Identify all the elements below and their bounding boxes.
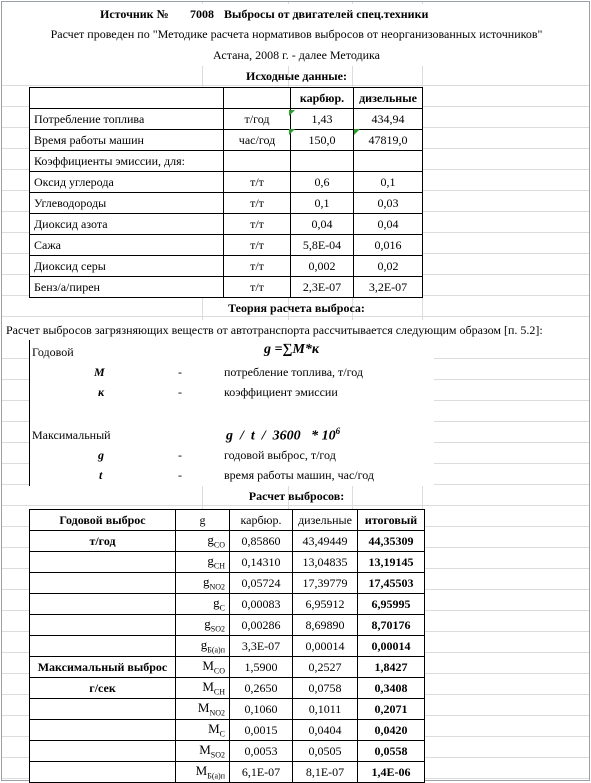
calc-cell-carb: 0,2650 — [230, 678, 293, 699]
calc-cell-diesel: 0,0404 — [293, 720, 358, 741]
max-formula — [226, 426, 340, 445]
input-row — [30, 193, 423, 214]
calc-table — [29, 509, 425, 783]
calc-row — [30, 741, 425, 762]
calc-row — [30, 678, 425, 699]
symbol-letter: g — [202, 574, 210, 590]
calc-cell-total: 6,95995 — [358, 594, 425, 615]
comment-marker — [289, 110, 295, 116]
input-row-unit: т/т — [224, 235, 291, 256]
dash-t: - — [178, 468, 182, 482]
symbol-letter: g — [207, 532, 214, 548]
sym-k: к — [98, 385, 105, 399]
theory-intro: Расчет выбросов загрязняющих веществ от автотранспорта рассчитывается следующим образом [п. 5.2]: — [6, 323, 543, 337]
calc-cell-diesel: 8,69890 — [293, 615, 358, 636]
comment-marker — [354, 129, 360, 135]
input-heading: Исходные данные: — [246, 69, 347, 83]
spreadsheet — [1, 1, 590, 781]
calc-cell-diesel: 6,95912 — [293, 594, 358, 615]
calc-cell-carb: 0,0053 — [230, 741, 293, 762]
calc-row-symbol — [176, 552, 230, 573]
input-row-name: Время работы машин — [30, 130, 224, 151]
input-row — [30, 256, 423, 277]
input-row — [30, 151, 423, 172]
calc-row-symbol — [176, 657, 230, 678]
dash-k: - — [178, 385, 182, 399]
input-table — [29, 87, 423, 298]
calc-row — [30, 552, 425, 573]
document-title: Выбросы от двигателей спец.техники — [224, 7, 429, 21]
input-row-unit: час/год — [224, 130, 291, 151]
input-row-diesel: 0,016 — [354, 235, 423, 256]
symbol-letter: M — [208, 721, 220, 737]
annual-label: Годовой — [32, 345, 74, 359]
input-row-diesel — [354, 151, 423, 172]
calc-row-label — [30, 699, 176, 720]
calc-cell-total: 0,00014 — [358, 636, 425, 657]
input-row-carb: 150,0 — [291, 130, 354, 151]
input-row-unit: т/год — [224, 109, 291, 130]
calc-row-symbol — [176, 594, 230, 615]
desc-t: время работы машин, час/год — [224, 468, 375, 482]
input-row-unit: т/т — [224, 277, 291, 298]
input-row-diesel: 0,03 — [354, 193, 423, 214]
calc-row-label: Максимальный выброс — [30, 657, 176, 678]
calc-row-label — [30, 741, 176, 762]
symbol-subscript: CH — [213, 687, 225, 697]
symbol-subscript: Б(а)п — [207, 645, 225, 655]
calc-cell-carb: 6,1E-07 — [230, 762, 293, 783]
city-line: Астана, 2008 г. - далее Методика — [213, 48, 380, 62]
input-row-unit — [224, 151, 291, 172]
calc-row — [30, 636, 425, 657]
sym-t: t — [99, 468, 103, 482]
symbol-letter: M — [197, 700, 210, 716]
calc-cell-carb: 0,0015 — [230, 720, 293, 741]
col-carb: карбюр. — [291, 88, 354, 109]
calc-cell-total: 0,3408 — [358, 678, 425, 699]
calc-row — [30, 573, 425, 594]
input-row-carb: 1,43 — [291, 109, 354, 130]
calc-row-symbol — [176, 678, 230, 699]
input-row-diesel: 0,1 — [354, 172, 423, 193]
calc-cell-carb: 0,85860 — [230, 531, 293, 552]
calc-row — [30, 720, 425, 741]
source-label: Источник № — [100, 7, 169, 21]
input-row-carb: 0,002 — [291, 256, 354, 277]
sym-M: M — [94, 365, 105, 379]
symbol-subscript: SO2 — [210, 750, 225, 760]
calc-row — [30, 657, 425, 678]
input-row-diesel: 47819,0 — [354, 130, 423, 151]
symbol-letter: M — [202, 658, 214, 674]
dash-M: - — [178, 365, 182, 379]
input-row — [30, 214, 423, 235]
calc-row-symbol — [176, 699, 230, 720]
input-row-carb: 0,04 — [291, 214, 354, 235]
calc-cell-total: 17,45503 — [358, 573, 425, 594]
calc-hdr-5: итоговый — [358, 510, 425, 531]
calc-cell-diesel: 0,00014 — [293, 636, 358, 657]
calc-row-label — [30, 594, 176, 615]
symbol-letter: g — [204, 616, 211, 632]
calc-hdr-3: карбюр. — [230, 510, 293, 531]
calc-row-symbol — [176, 531, 230, 552]
max-formula-exp: 6 — [335, 426, 341, 436]
calc-row-symbol — [176, 741, 230, 762]
input-row-name: Оксид углерода — [30, 172, 224, 193]
calc-row-label — [30, 720, 176, 741]
max-label: Максимальный — [32, 428, 111, 442]
calc-row-symbol — [176, 720, 230, 741]
calc-heading: Расчет выбросов: — [248, 489, 345, 503]
calc-cell-carb: 0,00083 — [230, 594, 293, 615]
calc-cell-carb: 0,00286 — [230, 615, 293, 636]
symbol-letter: g — [213, 595, 220, 611]
symbol-subscript: NO2 — [209, 708, 225, 718]
calc-cell-diesel: 0,2527 — [293, 657, 358, 678]
calc-row-symbol — [176, 636, 230, 657]
input-row-unit: т/т — [224, 193, 291, 214]
symbol-subscript: Б(а)п — [207, 771, 225, 781]
col-diesel: дизельные — [354, 88, 423, 109]
desc-g: годовой выброс, т/год — [224, 448, 336, 462]
symbol-subscript: CO — [213, 666, 225, 676]
calc-cell-carb: 0,05724 — [230, 573, 293, 594]
input-row-diesel: 3,2E-07 — [354, 277, 423, 298]
calc-cell-total: 1,8427 — [358, 657, 425, 678]
symbol-letter: g — [200, 637, 208, 653]
input-row — [30, 130, 423, 151]
calc-row-label — [30, 573, 176, 594]
calc-row-symbol — [176, 615, 230, 636]
sym-g: g — [98, 448, 104, 462]
method-line: Расчет проведен по "Методике расчета нормативов выбросов от неорганизованных источников" — [50, 27, 543, 41]
calc-cell-total: 0,0420 — [358, 720, 425, 741]
symbol-letter: g — [207, 553, 214, 569]
calc-row — [30, 615, 425, 636]
calc-cell-total: 1,4E-06 — [358, 762, 425, 783]
input-row-name: Диоксид серы — [30, 256, 224, 277]
calc-cell-diesel: 13,04835 — [293, 552, 358, 573]
calc-row-symbol — [176, 762, 230, 783]
calc-cell-carb: 0,1060 — [230, 699, 293, 720]
symbol-subscript: NO2 — [209, 582, 225, 592]
symbol-subscript: C — [219, 603, 225, 613]
input-row — [30, 235, 423, 256]
input-row-name: Бенз/а/пирен — [30, 277, 224, 298]
calc-row-label: т/год — [30, 531, 176, 552]
calc-cell-diesel: 43,49449 — [293, 531, 358, 552]
calc-cell-total: 8,70176 — [358, 615, 425, 636]
calc-row — [30, 531, 425, 552]
input-row-name: Диоксид азота — [30, 214, 224, 235]
symbol-subscript: CO — [213, 540, 225, 550]
input-row-carb — [291, 151, 354, 172]
symbol-letter: M — [195, 763, 208, 779]
input-row-name: Коэффициенты эмиссии, для: — [30, 151, 224, 172]
desc-k: коэффициент эмиссии — [224, 385, 338, 399]
input-row-carb: 2,3E-07 — [291, 277, 354, 298]
symbol-subscript: C — [219, 729, 225, 739]
symbol-letter: M — [199, 742, 211, 758]
input-row — [30, 277, 423, 298]
comment-marker — [289, 129, 295, 135]
input-row-diesel: 0,04 — [354, 214, 423, 235]
calc-row — [30, 699, 425, 720]
calc-hdr-4: дизельные — [293, 510, 358, 531]
symbol-letter: M — [202, 679, 214, 695]
source-number: 7008 — [190, 7, 214, 21]
calc-row-label — [30, 615, 176, 636]
calc-row-label — [30, 552, 176, 573]
calc-row — [30, 762, 425, 783]
desc-M: потребление топлива, т/год — [224, 365, 363, 379]
input-row-diesel: 0,02 — [354, 256, 423, 277]
calc-cell-diesel: 0,1011 — [293, 699, 358, 720]
calc-hdr-2: g — [176, 510, 230, 531]
calc-cell-total: 0,2071 — [358, 699, 425, 720]
calc-cell-diesel: 0,0758 — [293, 678, 358, 699]
calc-row — [30, 594, 425, 615]
input-row-name: Сажа — [30, 235, 224, 256]
calc-cell-total: 13,19145 — [358, 552, 425, 573]
calc-row-label — [30, 636, 176, 657]
input-row — [30, 109, 423, 130]
calc-row-symbol — [176, 573, 230, 594]
calc-cell-diesel: 17,39779 — [293, 573, 358, 594]
input-row-name: Углеводороды — [30, 193, 224, 214]
symbol-subscript: CH — [213, 561, 225, 571]
input-row-unit: т/т — [224, 214, 291, 235]
theory-heading: Теория расчета выброса: — [228, 301, 365, 315]
input-row-unit: т/т — [224, 256, 291, 277]
input-row-carb: 0,1 — [291, 193, 354, 214]
input-row-diesel: 434,94 — [354, 109, 423, 130]
calc-cell-total: 44,35309 — [358, 531, 425, 552]
input-row-carb: 0,6 — [291, 172, 354, 193]
calc-row-label — [30, 762, 176, 783]
max-formula-text: g / t / 3600 * 10 — [226, 428, 336, 444]
calc-cell-carb: 0,14310 — [230, 552, 293, 573]
symbol-subscript: SO2 — [210, 624, 225, 634]
input-row-carb: 5,8E-04 — [291, 235, 354, 256]
calc-cell-total: 0,0558 — [358, 741, 425, 762]
dash-g: - — [178, 448, 182, 462]
calc-cell-carb: 3,3E-07 — [230, 636, 293, 657]
input-row — [30, 172, 423, 193]
input-row-name: Потребление топлива — [30, 109, 224, 130]
calc-cell-carb: 1,5900 — [230, 657, 293, 678]
calc-cell-diesel: 0,0505 — [293, 741, 358, 762]
input-row-unit: т/т — [224, 172, 291, 193]
calc-hdr-1: Годовой выброс — [30, 510, 176, 531]
annual-formula: g =∑M*к — [264, 342, 320, 357]
calc-row-label: г/сек — [30, 678, 176, 699]
calc-cell-diesel: 8,1E-07 — [293, 762, 358, 783]
